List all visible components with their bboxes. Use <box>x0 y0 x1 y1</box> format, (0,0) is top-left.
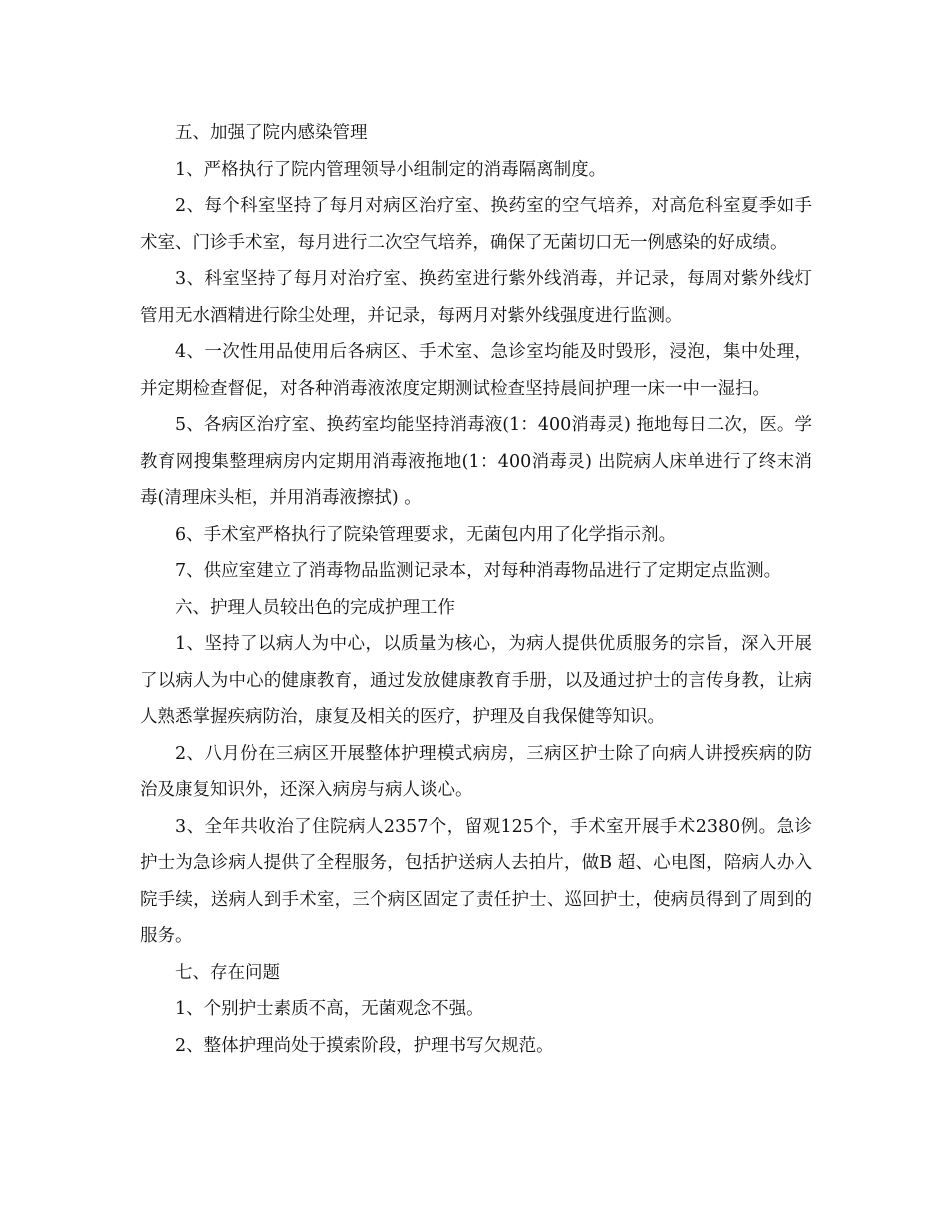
paragraph: 3、全年共收治了住院病人2357个，留观125个，手术室开展手术2380例。急诊护士为急诊病人提供了全程服务，包括护送病人去拍片，做B 超、心电图，陪病人办入院手续，送病人到手术室，三个病区固定了责任护士、巡回护士，使病员得到了周到的服务。 <box>140 816 812 946</box>
section-heading: 六、护理人员较出色的完成护理工作 <box>175 597 455 618</box>
paragraph: 5、各病区治疗室、换药室均能坚持消毒液(1：400消毒灵) 拖地每日二次，医。学教育网搜集整理病房内定期用消毒液拖地(1：400消毒灵) 出院病人床单进行了终末消毒(清理床头柜，并用消毒液擦拭) 。 <box>140 415 812 508</box>
document-body <box>140 115 812 1064</box>
paragraph: 2、八月份在三病区开展整体护理模式病房，三病区护士除了向病人讲授疾病的防治及康复知识外，还深入病房与病人谈心。 <box>140 743 812 800</box>
paragraph: 1、严格执行了院内管理领导小组制定的消毒隔离制度。 <box>175 159 607 180</box>
paragraph: 2、整体护理尚处于摸索阶段，护理书写欠规范。 <box>175 1035 554 1056</box>
paragraph: 2、每个科室坚持了每月对病区治疗室、换药室的空气培养，对高危科室夏季如手术室、门诊手术室，每月进行二次空气培养，确保了无菌切口无一例感染的好成绩。 <box>140 196 812 253</box>
section-heading: 五、加强了院内感染管理 <box>175 123 368 143</box>
paragraph: 7、供应室建立了消毒物品监测记录本，对每种消毒物品进行了定期定点监测。 <box>175 561 782 581</box>
paragraph: 3、科室坚持了每月对治疗室、换药室进行紫外线消毒，并记录，每周对紫外线灯管用无水酒精进行除尘处理，并记录，每两月对紫外线强度进行监测。 <box>140 269 812 326</box>
paragraph: 4、一次性用品使用后各病区、手术室、急诊室均能及时毁形，浸泡，集中处理，并定期检查督促，对各种消毒液浓度定期测试检查坚持晨间护理一床一中一湿扫。 <box>140 342 812 399</box>
paragraph: 6、手术室严格执行了院染管理要求，无菌包内用了化学指示剂。 <box>175 524 677 545</box>
section-heading: 七、存在问题 <box>175 962 280 983</box>
paragraph: 1、个别护士素质不高，无菌观念不强。 <box>175 999 484 1019</box>
paragraph: 1、坚持了以病人为中心，以质量为核心，为病人提供优质服务的宗旨，深入开展了以病人为中心的健康教育，通过发放健康教育手册，以及通过护士的言传身教，让病人熟悉掌握疾病防治，康复及相关的医疗，护理及自我保健等知识。 <box>140 634 812 727</box>
